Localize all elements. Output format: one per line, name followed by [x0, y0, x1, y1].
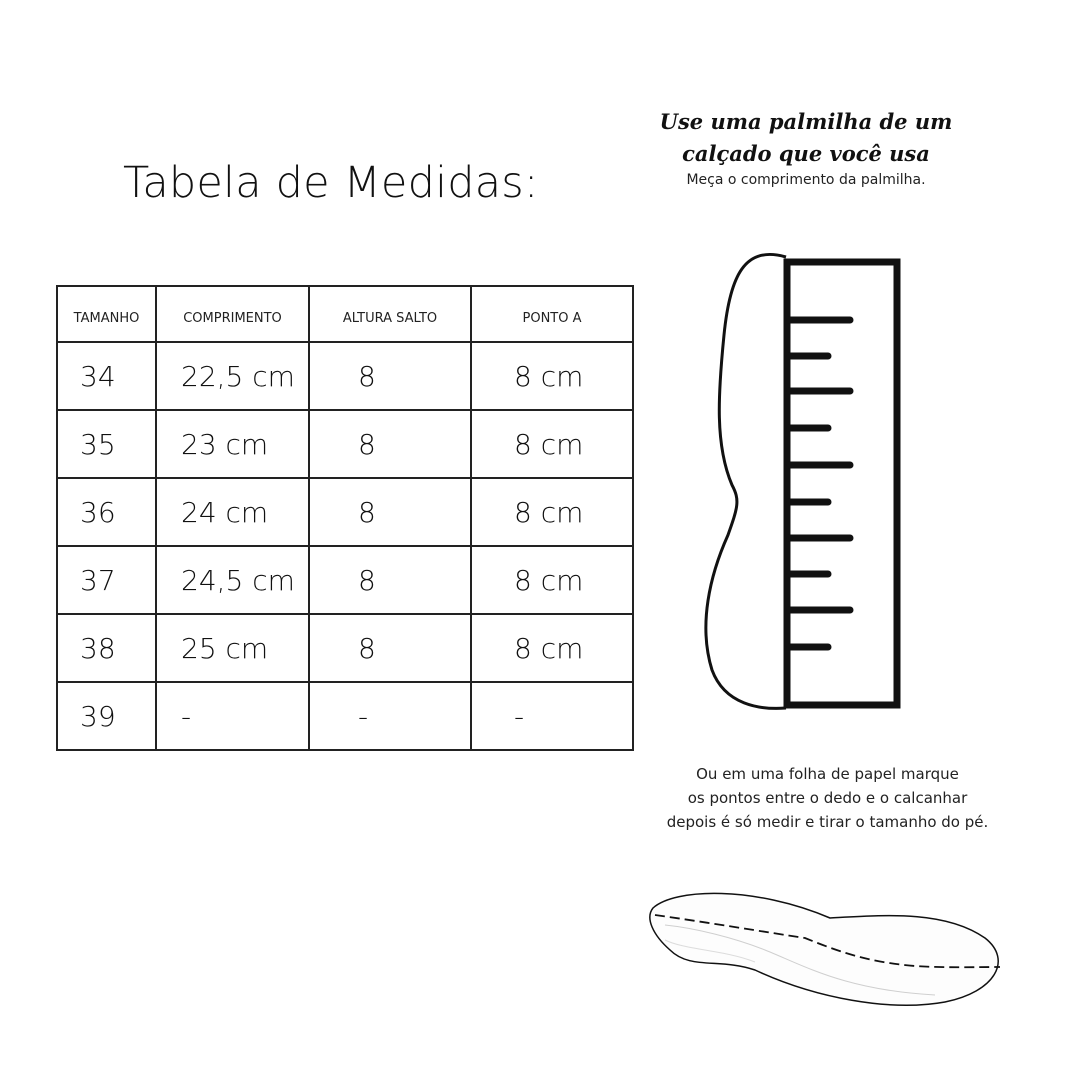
- cell-heel-height: 8: [309, 614, 471, 682]
- cell-heel-height: 8: [309, 546, 471, 614]
- paper-instruction-line-1: Ou em uma folha de papel marque: [696, 765, 959, 783]
- size-table: [56, 285, 634, 751]
- table-row: [57, 478, 633, 546]
- insole-ruler-icon: [690, 245, 910, 720]
- cell-length: -: [156, 682, 309, 750]
- cell-point-a: 8 cm: [471, 478, 633, 546]
- paper-instructions: [640, 762, 1015, 834]
- table-row: [57, 546, 633, 614]
- cell-heel-height: 8: [309, 342, 471, 410]
- cell-size: 36: [57, 478, 156, 546]
- page-title: Tabela de Medidas:: [123, 158, 539, 208]
- cell-heel-height: 8: [309, 478, 471, 546]
- cell-length: 25 cm: [156, 614, 309, 682]
- table-row: [57, 342, 633, 410]
- header-altura-salto: ALTURA SALTO: [309, 286, 471, 342]
- cell-size: 34: [57, 342, 156, 410]
- footprint-outline-icon: [645, 880, 1010, 1020]
- table-row: [57, 682, 633, 750]
- cell-point-a: 8 cm: [471, 342, 633, 410]
- cell-length: 23 cm: [156, 410, 309, 478]
- cell-size: 39: [57, 682, 156, 750]
- table-row: [57, 410, 633, 478]
- cell-length: 22,5 cm: [156, 342, 309, 410]
- table-header-row: [57, 286, 633, 342]
- cell-length: 24,5 cm: [156, 546, 309, 614]
- insole-instruction-line-1: Use uma palmilha de um: [659, 109, 953, 134]
- cell-point-a: 8 cm: [471, 546, 633, 614]
- insole-instruction-line-2: calçado que você usa: [682, 141, 930, 166]
- insole-instruction-title: [640, 106, 972, 170]
- paper-instruction-line-3: depois é só medir e tirar o tamanho do pé.: [666, 813, 989, 831]
- paper-instruction-line-2: os pontos entre o dedo e o calcanhar: [687, 789, 968, 807]
- cell-point-a: 8 cm: [471, 614, 633, 682]
- cell-point-a: -: [471, 682, 633, 750]
- table-row: [57, 614, 633, 682]
- cell-size: 35: [57, 410, 156, 478]
- cell-size: 38: [57, 614, 156, 682]
- insole-instruction-subtitle: Meça o comprimento da palmilha.: [686, 172, 926, 188]
- cell-heel-height: -: [309, 682, 471, 750]
- header-comprimento: COMPRIMENTO: [156, 286, 309, 342]
- header-ponto-a: PONTO A: [471, 286, 633, 342]
- cell-point-a: 8 cm: [471, 410, 633, 478]
- cell-heel-height: 8: [309, 410, 471, 478]
- cell-length: 24 cm: [156, 478, 309, 546]
- cell-size: 37: [57, 546, 156, 614]
- header-tamanho: TAMANHO: [57, 286, 156, 342]
